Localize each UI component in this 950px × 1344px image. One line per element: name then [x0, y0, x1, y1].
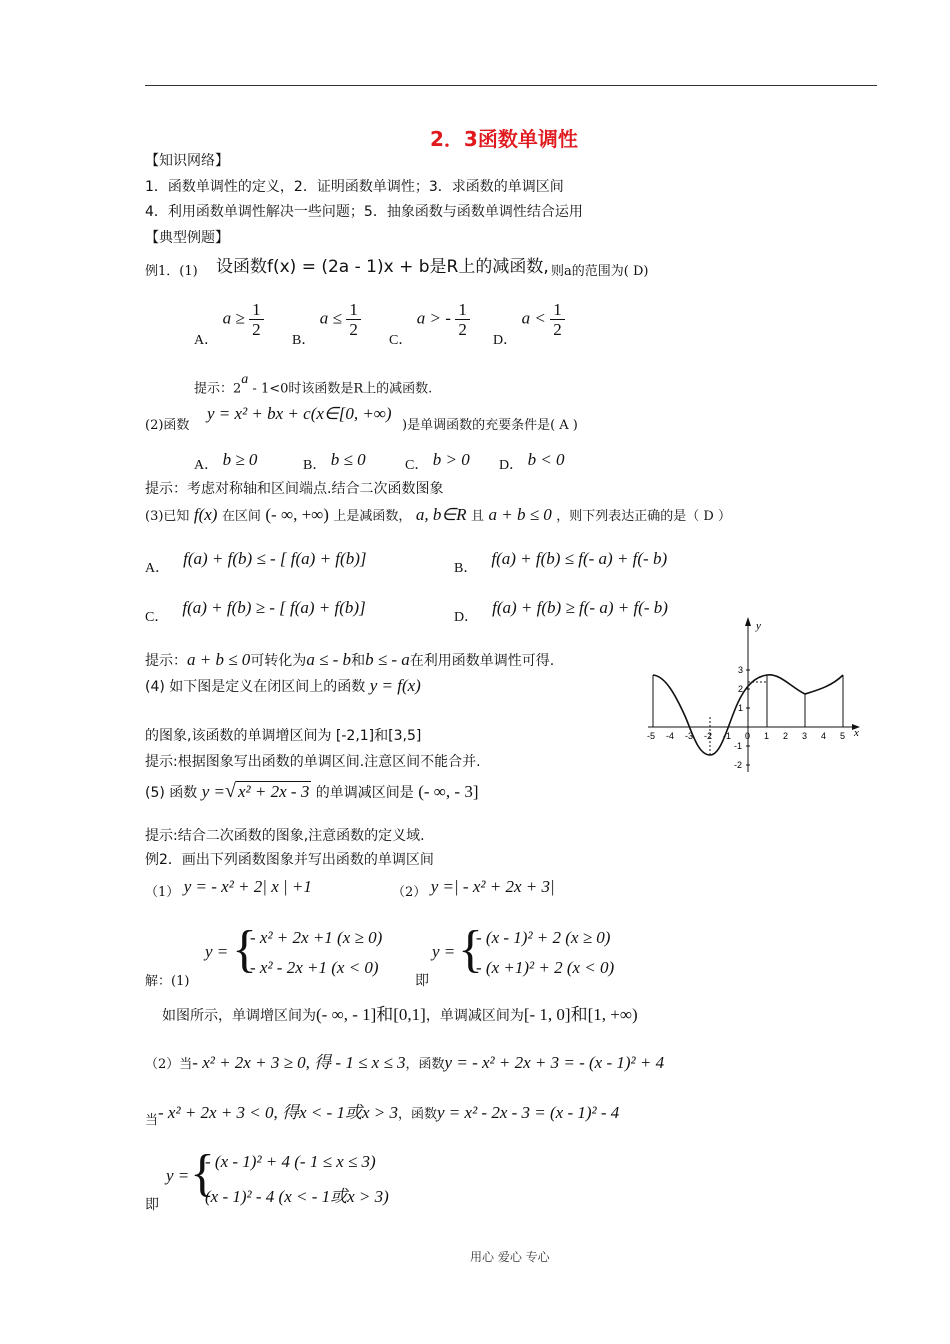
graph-x-label: x: [854, 727, 859, 739]
ex1-p2-option-d: D． b < 0: [499, 450, 565, 473]
option-c-label: C．: [389, 332, 413, 348]
ex1-p3-hint: 提示：a + b ≤ 0可转化为a ≤ - b和b ≤ - a在利用函数单调性可得.: [145, 650, 555, 669]
ex1-p1-option-a: [194, 300, 264, 348]
option-b-fraction: $\frac{1}{2}$: [346, 300, 361, 339]
ex1-p2-option-b: B． b ≤ 0: [303, 450, 366, 473]
option-d-fraction: $\frac{1}{2}$: [550, 300, 565, 339]
ex2-q1: （1） y = - x² + 2| x | +1: [145, 877, 312, 900]
ex2-heading: 例2．画出下列函数图象并写出函数的单调区间: [145, 852, 434, 868]
x-tick-label: 2: [783, 731, 789, 741]
sys3-row1: - (x - 1)² + 4 (- 1 ≤ x ≤ 3): [205, 1152, 376, 1171]
y-tick-label: 3: [738, 665, 744, 675]
option-a-fraction: $\frac{1}{2}$: [249, 300, 264, 339]
section-examples-header: 【典型例题】: [145, 230, 229, 246]
ex2-ji-2: 即: [145, 1197, 159, 1213]
option-a-expr: a ≥: [222, 308, 245, 328]
ex1-p3-option-d: D．f(a) + f(b) ≥ f(- a) + f(- b): [454, 598, 668, 625]
x-tick-label: -1: [723, 731, 732, 741]
ex1-p2-hint: 提示：考虑对称轴和区间端点.结合二次函数图象: [145, 481, 444, 497]
x-tick-label: 1: [764, 731, 770, 741]
option-b-label: B．: [292, 332, 316, 348]
sys2-brace-icon: {: [458, 921, 483, 978]
ex2-case2-line2: 当- x² + 2x + 3 < 0, 得x < - 1或x > 3，函数y = x² - 2x - 3 = (x - 1)² - 4: [145, 1103, 620, 1128]
x-tick-label: 3: [802, 731, 808, 741]
function-graph: [640, 612, 865, 782]
ex1-p1-statement: 设函数f(x) = (2a - 1)x + b是R上的减函数,: [216, 257, 549, 277]
knowledge-line-1: 1．函数单调性的定义，2．证明函数单调性；3．求函数的单调区间: [145, 179, 564, 195]
y-tick-label: 2: [738, 684, 744, 694]
y-tick-label: -2: [734, 760, 743, 770]
x-tick-label: -4: [666, 731, 675, 741]
ex2-q2: （2） y =| - x² + 2x + 3|: [392, 877, 555, 900]
ex2-ji-1: 即: [415, 973, 429, 989]
graph-y-arrow-icon: [745, 617, 751, 626]
sys3-y: y =: [166, 1166, 190, 1185]
ex1-p1-option-b: [292, 300, 361, 348]
sys1-y: y =: [205, 942, 229, 961]
option-d-label: D．: [493, 332, 518, 348]
ex1-p2-formula: y = x² + bx + c(x∈[0, +∞): [207, 404, 392, 423]
x-tick-label: -2: [704, 731, 713, 741]
graph-x-ticks: [647, 731, 845, 741]
option-c-expr: a > -: [416, 308, 451, 328]
x-tick-label: 0: [745, 731, 751, 741]
option-b-expr: a ≤: [319, 308, 342, 328]
sys1-row2: - x² - 2x +1 (x < 0): [250, 958, 379, 977]
ex1-p3-statement: (3)已知 f(x) 在区间 (- ∞, +∞) 上是减函数， a, b∈R 且 a + b ≤ 0 ，则下列表达正确的是（ D ）: [145, 505, 731, 524]
y-tick-label: -1: [734, 741, 743, 751]
x-tick-label: -3: [685, 731, 694, 741]
x-tick-label: 5: [840, 731, 846, 741]
ex1-p3-option-a: A．f(a) + f(b) ≤ - [ f(a) + f(b)]: [145, 549, 367, 576]
ex1-p5-hint: 提示:结合二次函数的图象,注意函数的定义域.: [145, 828, 425, 844]
option-a-label: A．: [194, 332, 219, 348]
option-c-fraction: $\frac{1}{2}$: [455, 300, 470, 339]
ex1-p2-option-c: C． b > 0: [405, 450, 470, 473]
header-rule: [145, 85, 877, 86]
sys1-brace-icon: {: [232, 921, 257, 978]
option-d-expr: a <: [521, 308, 546, 328]
ex1-p1-hint: 提示：2$^a$ - 1<0时该函数是R上的减函数.: [194, 372, 433, 397]
radical-icon: √: [225, 780, 236, 802]
sys3-brace-icon: {: [190, 1145, 215, 1202]
ex1-p4-line2: 的图象,该函数的单调增区间为 [-2,1]和[3,5]: [145, 728, 422, 744]
graph-y-label: y: [756, 620, 761, 632]
ex1-p4-statement: (4) 如下图是定义在闭区间上的函数 y = f(x): [145, 676, 421, 695]
sys2-y: y =: [432, 942, 456, 961]
sys3-row2: (x - 1)² - 4 (x < - 1或x > 3): [205, 1187, 389, 1206]
ex2-solution-label: 解：(1): [145, 974, 190, 989]
sys2-row2: - (x +1)² + 2 (x < 0): [476, 958, 615, 977]
ex2-case2-line1: （2）当- x² + 2x + 3 ≥ 0, 得 - 1 ≤ x ≤ 3，函数y = - x² + 2x + 3 = - (x - 1)² + 4: [145, 1053, 665, 1072]
sys2-row1: - (x - 1)² + 2 (x ≥ 0): [476, 928, 611, 947]
sys1-row1: - x² + 2x +1 (x ≥ 0): [250, 928, 383, 947]
ex1-p1-prefix: 例1．(1): [145, 264, 198, 279]
ex1-p4-hint: 提示:根据图象写出函数的单调区间.注意区间不能合并.: [145, 754, 481, 770]
ex1-p1-tail: 则a的范围为( D): [551, 264, 649, 279]
page-title: 2．3函数单调性: [430, 127, 578, 151]
knowledge-line-2: 4．利用函数单调性解决一些问题；5．抽象函数与函数单调性结合运用: [145, 204, 583, 220]
ex1-p3-option-c: C．f(a) + f(b) ≥ - [ f(a) + f(b)]: [145, 598, 366, 625]
x-tick-label: -5: [647, 731, 656, 741]
ex1-p1-option-d: [493, 300, 565, 348]
x-tick-label: 4: [821, 731, 827, 741]
page-footer: 用心 爱心 专心: [470, 1250, 550, 1264]
section-knowledge-header: 【知识网络】: [145, 153, 229, 169]
ex1-p1-option-c: [389, 300, 470, 348]
ex1-p5-statement: (5) 函数 y =√ x² + 2x - 3 的单调减区间是 (- ∞, - 3]: [145, 780, 479, 802]
ex2-monotonic-intervals: 如图所示，单调增区间为(- ∞, - 1]和[0,1]，单调减区间为[- 1, 0]和[1, +∞): [162, 1005, 638, 1024]
ex1-p3-option-b: B．f(a) + f(b) ≤ f(- a) + f(- b): [454, 549, 668, 576]
ex1-p2-prefix: (2)函数: [145, 418, 190, 433]
y-tick-label: 1: [738, 703, 744, 713]
ex1-p2-tail: )是单调函数的充要条件是( A ): [402, 418, 578, 433]
ex1-p2-option-a: A． b ≥ 0: [194, 450, 258, 473]
